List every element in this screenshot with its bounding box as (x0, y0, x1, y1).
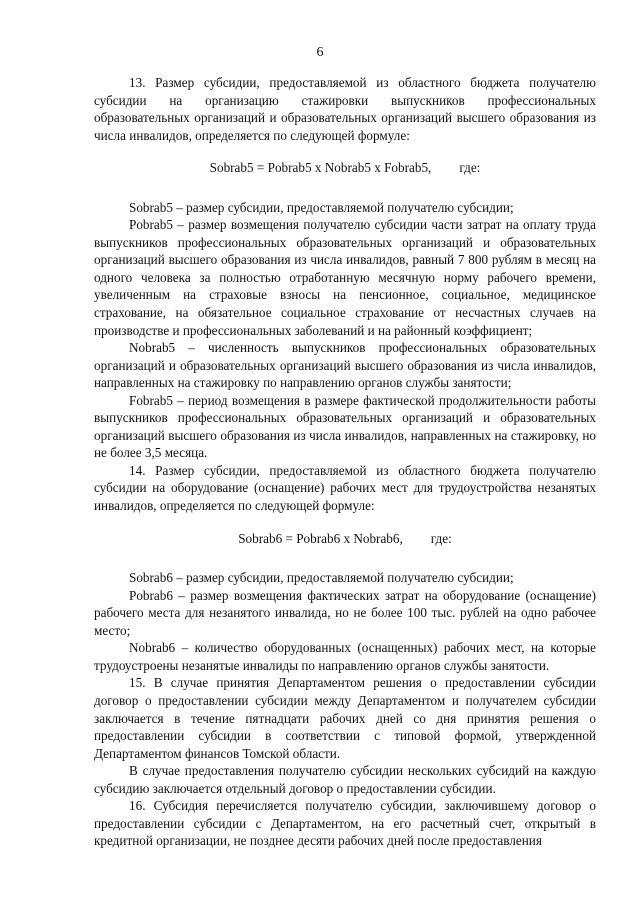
definition-nobrab6: Nobrab6 – количество оборудованных (оснащенных) рабочих мест, на которые трудоустроены незанятые инвалиды по направлению органов службы занятости. (94, 640, 596, 673)
paragraph-13: 13. Размер субсидии, предоставляемой из областного бюджета получателю субсидии на организацию стажировки выпускников профессиональных образовательных организаций и образовательных организаций высшего образования из числа инвалидов, определяется по следующей формуле: (94, 75, 596, 143)
formula-where-label: где: (430, 530, 452, 546)
definition-sobrab6: Sobrab6 – размер субсидии, предоставляемой получателю субсидии; (129, 570, 514, 586)
formula-sobrab6 (94, 530, 596, 548)
page-number: 6 (316, 45, 324, 60)
formula-where-label: где: (459, 160, 481, 176)
paragraph-15-continued: В случае предоставления получателю субсидии нескольких субсидий на каждую субсидию заключается отдельный договор о предоставлении субсидии. (94, 763, 596, 796)
paragraph-14: 14. Размер субсидии, предоставляемой из областного бюджета получателю субсидии на оборудование (оснащение) рабочих мест для трудоустройства незанятых инвалидов, определяется по следующей формуле: (94, 462, 596, 514)
formula-expression: Sobrab6 = Pobrab6 х Nobrab6, (238, 530, 403, 546)
definition-sobrab5: Sobrab5 – размер субсидии, предоставляемой получателю субсидии; (129, 199, 514, 215)
formula-sobrab5 (94, 159, 596, 177)
document-body (94, 74, 596, 850)
definition-pobrab5: Pobrab5 – размер возмещения получателю субсидии части затрат на оплату труда выпускников профессиональных образовательных организаций и образовательных организаций высшего образования из числа инвалидов, равный 7 800 рублям в месяц на одного человека за полностью отработанную месячную норму рабочего времени, увеличенным на страховые взносы на пенсионное, социальное, медицинское страхование, на обязательное социальное страхование от несчастных случаев на производстве и профессиональных заболеваний и на районный коэффициент; (94, 217, 596, 338)
paragraph-16: 16. Субсидия перечисляется получателю субсидии, заключившему договор о предоставлении субсидии с Департаментом, на его расчетный счет, открытый в кредитной организации, не позднее десяти рабочих дней после предоставления (94, 798, 596, 849)
formula-expression: Sobrab5 = Pobrab5 х Nobrab5 х Fobrab5, (209, 160, 432, 176)
definition-fobrab5: Fobrab5 – период возмещения в размере фактической продолжительности работы выпускников профессиональных образовательных организаций и образовательных организаций высшего образования из числа инвалидов, направленных на стажировку, но не более 3,5 месяца. (94, 392, 596, 461)
paragraph-15: 15. В случае принятия Департаментом решения о предоставлении субсидии договор о предоставлении субсидии между Департаментом и получателем субсидии заключается в течение пятнадцати рабочих дней со дня принятия решения о предоставлении субсидии в соответствии с типовой формой, утвержденной Департаментом финансов Томской области. (94, 675, 596, 761)
definition-pobrab6: Pobrab6 – размер возмещения фактических затрат на оборудование (оснащение) рабочего места для незанятого инвалида, но не более 100 тыс. рублей на одно рабочее место; (94, 587, 596, 638)
definition-nobrab5: Nobrab5 – численность выпускников профессиональных образовательных организаций и образовательных организаций высшего образования из числа инвалидов, направленных на стажировку по направлению органов службы занятости; (94, 340, 596, 391)
